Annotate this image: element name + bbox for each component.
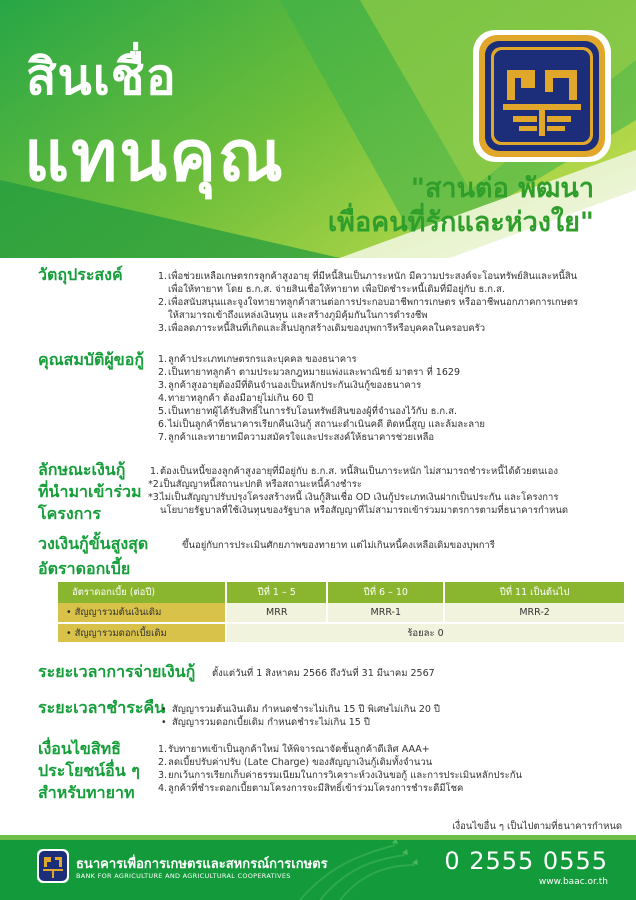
- privileges-label-line: ประโยชน์อื่น ๆ: [38, 761, 140, 780]
- table-cell: MRR: [226, 603, 327, 623]
- list-item: 4. ทายาทลูกค้า ต้องมีอายุไม่เกิน 60 ปี: [158, 393, 314, 404]
- privileges-label-line: สำหรับทายาท: [38, 783, 135, 802]
- list-item: 7. ลูกค้าและทายาทมีความสมัครใจและประสงค์ให้ธนาคารช่วยเหลือ: [158, 432, 435, 443]
- eligible-loans-label-line: ลักษณะเงินกู้: [38, 460, 126, 479]
- table-row-label: • สัญญารวมดอกเบี้ยเดิม: [58, 623, 226, 643]
- table-row-label: • สัญญารวมต้นเงินเดิม: [58, 603, 226, 623]
- objective-label: วัตถุประสงค์: [38, 265, 123, 284]
- phone-number: 0 2555 0555: [444, 847, 608, 875]
- max-credit-text: ขึ้นอยู่กับการประเมินศักยภาพของทายาท แต่ไม่เกินหนี้คงเหลือเดิมของบุพการี: [182, 540, 495, 551]
- footer: [0, 835, 636, 900]
- interest-label: อัตราดอกเบี้ย: [38, 559, 131, 578]
- website-link[interactable]: www.baac.or.th: [538, 877, 608, 887]
- table-header-cell: ปีที่ 11 เป็นต้นไป: [444, 582, 625, 603]
- table-cell: MRR-2: [444, 603, 625, 623]
- footnote: เงื่อนไขอื่น ๆ เป็นไปตามที่ธนาคารกำหนด: [452, 821, 622, 832]
- list-item: 6. ไม่เป็นลูกค้าที่ธนาคารเรียกคืนเงินกู้ สถานะดำเนินคดี ติดหนี้สูญ และล้มละลาย: [158, 419, 485, 430]
- table-header-cell: ปีที่ 1 – 5: [226, 582, 327, 603]
- table-cell-merged: ร้อยละ 0: [226, 623, 625, 643]
- list-item: 2. ลดเบี้ยปรับค่าปรับ (Late Charge) ของสัญญาเงินกู้เดิมทั้งจำนวน: [158, 757, 433, 768]
- objective-list: [158, 270, 628, 335]
- list-item: 2. เป็นทายาทลูกค้า ตามประมวลกฎหมายแพ่งและพาณิชย์ มาตรา ที่ 1629: [158, 367, 460, 378]
- list-item: 3. ลูกค้าสูงอายุต้องมีที่ดินจำนองเป็นหลักประกันเงินกู้ของธนาคาร: [158, 380, 422, 391]
- qualification-list: [158, 353, 628, 444]
- privileges-label-line: เงื่อนไขสิทธิ: [38, 739, 121, 758]
- max-credit-label: วงเงินกู้ขั้นสูงสุด: [38, 534, 149, 553]
- repayment-list: [160, 703, 620, 729]
- header-banner: [0, 0, 636, 258]
- repayment-label: ระยะเวลาชำระคืน: [38, 698, 166, 717]
- title-line-2: แทนคุณ: [24, 115, 285, 197]
- bank-name-en: BANK FOR AGRICULTURE AND AGRICULTURAL COOPERATIVES: [76, 872, 291, 880]
- list-item: • สัญญารวมดอกเบี้ยเดิม กำหนดชำระไม่เกิน 15 ปี: [160, 716, 620, 729]
- table-header-cell: ปีที่ 6 – 10: [327, 582, 444, 603]
- eligible-loans-label-line: ที่นำมาเข้าร่วม: [38, 482, 142, 501]
- list-item: 4. ลูกค้าที่ชำระดอกเบี้ยตามโครงการจะมีสิทธิ์เข้าร่วมโครงการชำระดีมีโชค: [158, 783, 464, 794]
- bank-name-th: ธนาคารเพื่อการเกษตรและสหกรณ์การเกษตร: [76, 857, 328, 872]
- qualification-label: คุณสมบัติผู้ขอกู้: [38, 350, 145, 369]
- list-item: 3. เพื่อลดภาระหนี้สินที่เกิดและสิ้นปลูกสร้างเดิมของบุพการีหรือบุคคลในครอบครัว: [158, 323, 486, 334]
- list-item: 1. ลูกค้าประเภทเกษตรกรและบุคคล ของธนาคาร: [158, 354, 357, 365]
- baac-logo-small: [37, 849, 69, 883]
- list-item: • สัญญารวมต้นเงินเดิม กำหนดชำระไม่เกิน 15 ปี พิเศษไม่เกิน 20 ปี: [160, 703, 620, 716]
- list-item: 2. เพื่อสนับสนุนและจูงใจทายาทลูกค้าสานต่อการประกอบอาชีพการเกษตร หรืออาชีพนอกภาคการเกษตร ให้สามารถเข้าถึงแหล่งเงินทุน และสร้างภูมิคุ้มกันในการดำรงชีพ: [158, 297, 579, 321]
- list-item: 1. รับทายาทเข้าเป็นลูกค้าใหม่ ให้พิจารณาจัดชั้นลูกค้าดีเลิศ AAA+: [158, 744, 430, 755]
- list-item: 3. ยกเว้นการเรียกเก็บค่าธรรมเนียมในการวิเคราะห์วงเงินขอกู้ และการประเมินหลักประกัน: [158, 770, 522, 781]
- table-cell: MRR-1: [327, 603, 444, 623]
- slogan: [328, 172, 594, 240]
- list-item: 1. เพื่อช่วยเหลือเกษตรกรลูกค้าสูงอายุ ที่มีหนี้สินเป็นภาระหนัก มีความประสงค์จะโอนทรัพย์สินและหนี้สิน เพื่อให้ทายาท โดย ธ.ก.ส. จ่ายสินเชื่อให้ทายาท เพื่อปิดชำระหนี้เดิมที่มีอยู่กับ ธ.ก.ส.: [158, 271, 578, 295]
- table-row: [58, 603, 625, 623]
- list-item: 1. ต้องเป็นหนี้ของลูกค้าสูงอายุที่มีอยู่กับ ธ.ก.ส. หนี้สินเป็นภาระหนัก ไม่สามารถชำระหนี้ได้ด้วยตนเอง: [150, 466, 559, 477]
- baac-logo: [473, 30, 611, 162]
- list-item: *3. ไม่เป็นสัญญาปรับปรุงโครงสร้างหนี้ เงินกู้สินเชื่อ OD เงินกู้ประเภทเงินฝากเป็นประกัน และโครงการ นโยบายรัฐบาลที่ใช้เงินทุนของรัฐบาล หรือสัญญาที่ไม่สามารถเข้าร่วมมาตรการตามที่ธนาคารกำหนด: [148, 492, 569, 516]
- interest-rate-table: [58, 582, 626, 644]
- slogan-line-1: "สานต่อ พัฒนา: [410, 173, 594, 204]
- loan-period-label: ระยะเวลาการจ่ายเงินกู้: [38, 662, 196, 681]
- table-header-row: [58, 582, 625, 603]
- list-item: 5. เป็นทายาทผู้ได้รับสิทธิ์ในการรับโอนทรัพย์สินของผู้ที่จำนองไว้กับ ธ.ก.ส.: [158, 406, 458, 417]
- loan-period-text: ตั้งแต่วันที่ 1 สิงหาคม 2566 ถึงวันที่ 31 มีนาคม 2567: [212, 668, 435, 679]
- table-header-cell: อัตราดอกเบี้ย (ต่อปี): [58, 582, 226, 603]
- title-line-1: สินเชื่อ: [26, 48, 177, 106]
- slogan-line-2: เพื่อคนที่รักและห่วงใย": [327, 207, 594, 238]
- privileges-label: [38, 738, 140, 804]
- eligible-loans-label-line: โครงการ: [38, 504, 101, 523]
- eligible-loans-label: [38, 459, 142, 525]
- list-item: *2. เป็นสัญญาหนี้สถานะปกติ หรือสถานะหนี้ค้างชำระ: [148, 479, 362, 490]
- eligible-loans-list: [148, 465, 630, 517]
- table-row: [58, 623, 625, 643]
- privileges-list: [158, 743, 628, 795]
